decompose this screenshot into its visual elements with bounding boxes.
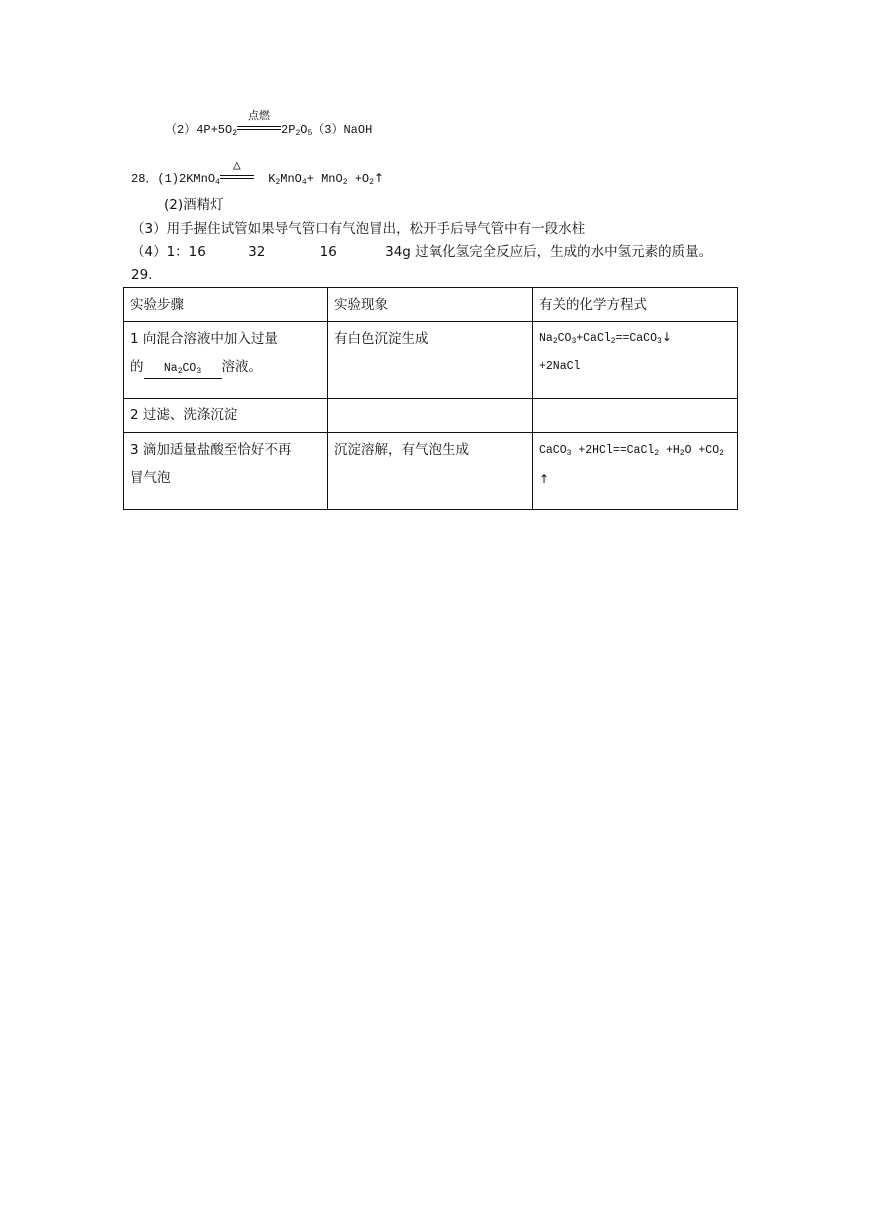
eq-suffix: （3）NaOH [312,123,373,137]
step-cell [124,433,328,510]
gas-arrow-icon: ↑ [373,171,384,185]
eq-prefix: （2）4P+5O [165,123,233,137]
experiment-table [123,287,738,510]
q28-part4 [131,246,712,260]
eq-subscript: 2 [610,337,616,346]
eq-product: K [268,172,276,186]
eq-subscript: 2 [369,178,374,187]
heat-symbol: △ [232,158,241,173]
eq-part: +H [665,444,680,457]
reaction-condition-heat [220,158,254,185]
table-row [124,399,738,433]
eq-subscript: 2 [719,449,724,458]
blank-text: Na [163,362,178,375]
equation-phosphorus-line [165,111,373,138]
gas-arrow-icon: ↑ [539,472,550,486]
phenomenon-cell: 沉淀溶解，有气泡生成 [328,433,533,510]
equation-cell [533,322,738,399]
q28-part3: （3）用手握住试管如果导气管口有气泡冒出，松开手后导气管中有一段水柱 [131,221,586,237]
double-bar-sign [237,126,281,130]
eq-subscript: 2 [679,449,685,458]
eq-subscript: 2 [295,129,301,138]
value-16: 16 [319,244,337,260]
step-cell [124,322,328,399]
step-cell: 2 过滤、洗涤沉淀 [124,399,328,433]
question-number: 28． [131,172,158,186]
equation-line [539,437,731,465]
value-32: 32 [248,244,266,260]
step-text-post: 溶液。 [221,359,262,375]
table-row [124,433,738,510]
phenomenon-cell [328,399,533,433]
reaction-condition-ignite [237,111,281,136]
equation-line2 [539,465,731,495]
ratio-text: （4）1：16 [131,244,206,260]
eq-subscript: 3 [196,367,202,376]
equation-line [539,323,731,353]
q28-part2: (2)酒精灯 [164,197,224,213]
eq-part: ==CaCO [615,332,657,345]
eq-subscript: 2 [552,337,558,346]
header-equation: 有关的化学方程式 [533,288,738,322]
q28-part1-line [131,158,384,187]
precipitate-arrow-icon: ↓ [661,330,672,344]
eq-product: 2P [281,123,296,137]
step-text-line2 [130,353,321,381]
q29-number: 29. [131,267,153,283]
blank-text: CO [182,362,197,375]
eq-part: O +CO [684,444,720,457]
eq-product: MnO [280,172,302,186]
eq-subscript: 2 [342,178,348,187]
eq-reactant: (1)2KMnO [157,172,216,186]
table-row [124,322,738,399]
table-header-row [124,288,738,322]
double-bar-sign [220,175,254,179]
eq-subscript: 5 [307,129,313,138]
answer-blank [144,360,222,379]
equation-line2: +2NaCl [539,360,581,373]
step-text: 1 向混合溶液中加入过量 [130,331,278,347]
eq-subscript: 4 [301,178,307,187]
eq-part: +2HCl==CaCl [578,444,655,457]
eq-subscript: 2 [232,129,238,138]
eq-part: CO [557,332,572,345]
eq-part: +CaCl [576,332,611,345]
eq-subscript: 3 [657,337,662,346]
eq-subscript: 3 [571,337,577,346]
header-steps: 实验步骤 [124,288,328,322]
equation-cell [533,399,738,433]
eq-subscript: 2 [654,449,660,458]
step-text-line2: 冒气泡 [130,470,171,486]
eq-subscript: 2 [177,367,183,376]
eq-subscript: 3 [566,449,572,458]
eq-subscript: 2 [275,178,281,187]
condition-label: 点燃 [248,111,271,123]
phenomenon-cell: 有白色沉淀生成 [328,322,533,399]
eq-product: +O [354,172,370,186]
header-phenomenon: 实验现象 [328,288,533,322]
equation-cell [533,433,738,510]
step-text-pre: 的 [130,359,144,375]
eq-product: + MnO [306,172,343,186]
eq-part: Na [539,332,553,345]
eq-part: CaCO [539,444,567,457]
answer-text: 34g 过氧化氢完全反应后，生成的水中氢元素的质量。 [385,244,713,260]
eq-subscript: 4 [215,178,220,187]
step-text: 3 滴加适量盐酸至恰好不再 [130,442,292,458]
eq-oxygen: O [300,123,308,137]
